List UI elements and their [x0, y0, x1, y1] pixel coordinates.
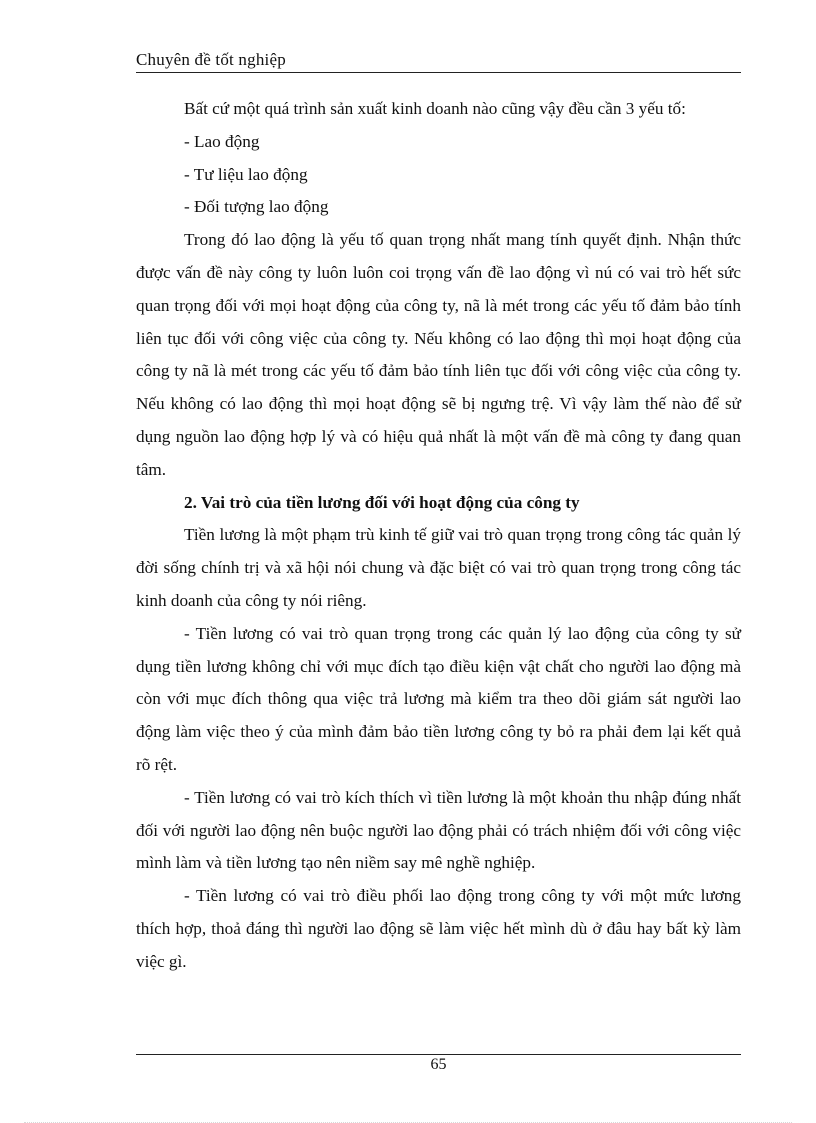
section-heading: 2. Vai trò của tiền lương đối với hoạt động của công ty — [184, 492, 580, 512]
header-title: Chuyên đề tốt nghiệp — [136, 50, 286, 69]
role-paragraph: Tiền lương là một phạm trù kinh tế giữ vai trò quan trọng trong công tác quản lý đời sống chính trị và xã hội nói chung và đặc biệt có vai trò quan trọng trong công tác kinh doanh của công ty nói riêng. — [136, 525, 741, 610]
stimulus-paragraph: - Tiền lương có vai trò kích thích vì tiền lương là một khoản thu nhập đúng nhất đối với người lao động nên buộc người lao động phải có trách nhiệm đối với công việc mình làm và tiền lương tạo nên niềm say mê nghề nghiệp. — [136, 787, 741, 873]
importance-paragraph: Trong đó lao động là yếu tố quan trọng nhất mang tính quyết định. Nhận thức được vấn đề này công ty luôn luôn coi trọng vấn đề lao động vì nú có vai trò hết sức quan trọng đối với mọi hoạt động của công ty, nã là mét trong các yếu tố đảm bảo tính liên tục đối với công việc của công ty. Nếu không có lao động thì mọi hoạt động của công ty nã là mét trong các yếu tố đảm bảo tính liên tục đối với công việc của công ty. Nếu không có lao động thì mọi hoạt động sẽ bị ngưng trệ. Vì vậy làm thế nào để sử dụng nguồn lao động hợp lý và có hiệu quả nhất là một vấn đề mà công ty đang quan tâm. — [136, 230, 741, 479]
page-header — [136, 48, 741, 73]
factor-item-labor: - Lao động — [184, 131, 260, 151]
footer-divider — [136, 1054, 741, 1055]
coordination-paragraph: - Tiền lương có vai trò điều phối lao động trong công ty với một mức lương thích hợp, thoả đáng thì người lao động sẽ làm việc hết mình dù ở đâu hay bất kỳ làm việc gì. — [136, 886, 741, 971]
intro-paragraph: Bất cứ một quá trình sản xuất kinh doanh nào cũng vậy đều cần 3 yếu tố: — [184, 99, 686, 118]
factor-item-means: - Tư liệu lao động — [184, 164, 308, 184]
factor-item-object: - Đối tượng lao động — [184, 197, 329, 217]
management-paragraph: - Tiền lương có vai trò quan trọng trong các quản lý lao động của công ty sử dụng tiền lương không chỉ với mục đích tạo điều kiện vật chất cho người lao động mà còn với mục đích thông qua việc trả lương mà kiểm tra theo dõi giám sát người lao động làm việc theo ý của mình đảm bảo tiền lương công ty bỏ ra phải đem lại kết quả rõ rệt. — [136, 623, 741, 774]
document-body — [136, 93, 741, 979]
page-number: 65 — [430, 1056, 447, 1073]
